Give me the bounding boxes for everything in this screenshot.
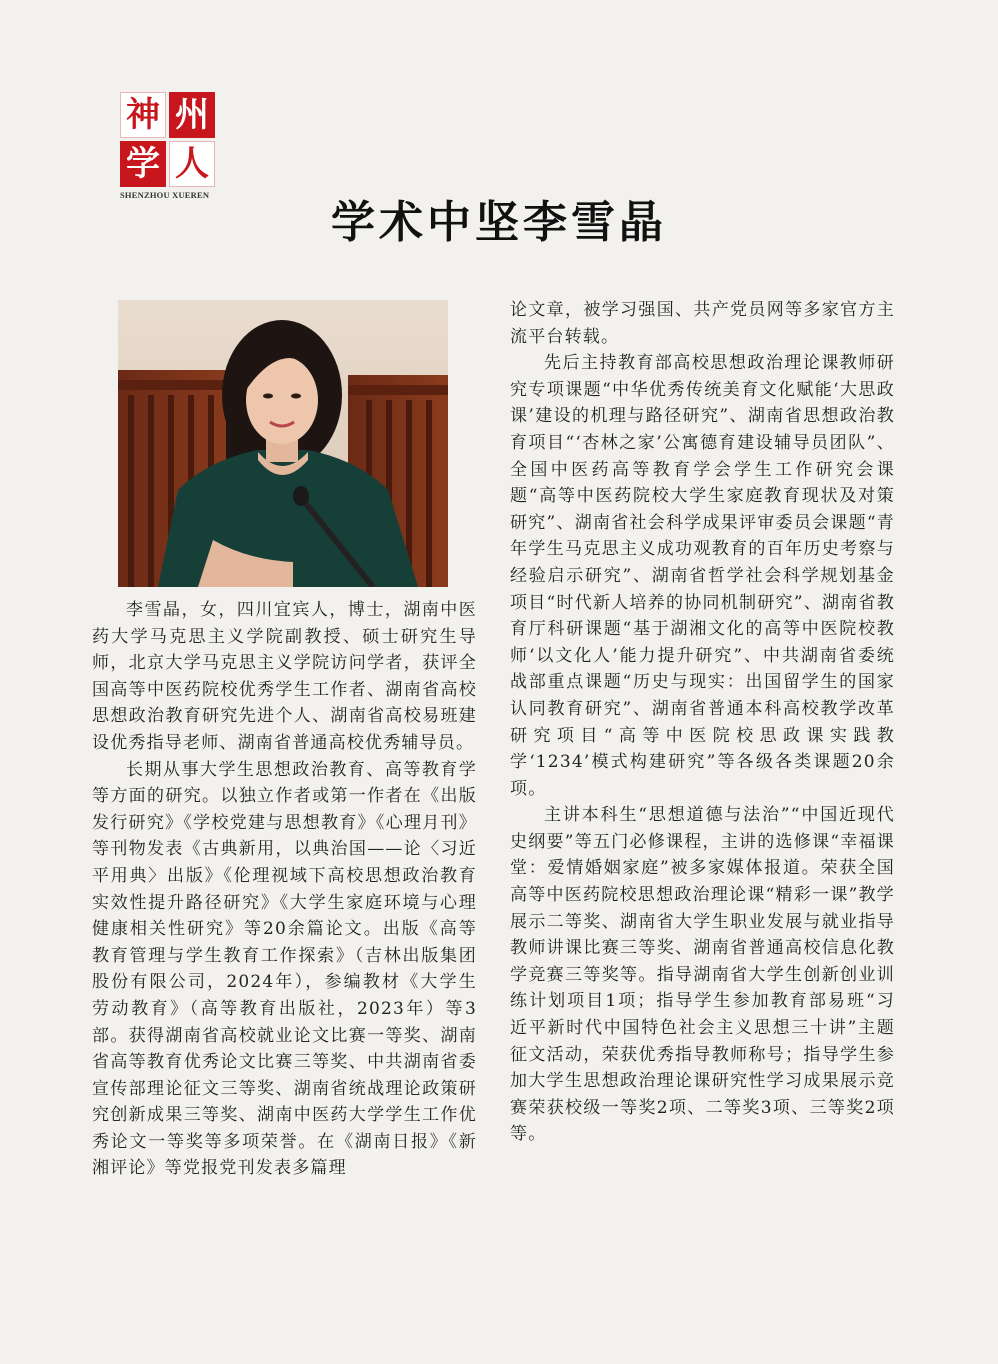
logo-char-ren: 人 [169, 141, 215, 187]
logo-char-xue: 学 [120, 141, 166, 187]
paragraph-teaching: 主讲本科生“思想道德与法治”“中国近现代史纲要”等五门必修课程，主讲的选修课“幸福课堂：爱情婚姻家庭”被多家媒体报道。荣获全国高等中医药院校思想政治理论课“精彩一课”教学展示二等奖、湖南省大学生职业发展与就业指导教师讲课比赛三等奖、湖南省普通高校信息化教学竞赛三等奖等。指导湖南省大学生创新创业训练计划项目1项；指导学生参加教育部易班“习近平新时代中国特色社会主义思想三十讲”主题征文活动，荣获优秀指导教师称号；指导学生参加大学生思想政治理论课研究性学习成果展示竞赛荣获校级一等奖2项、二等奖3项、三等奖2项等。 [510, 805, 895, 1145]
article-body-left-column [92, 597, 477, 1182]
portrait-photo [118, 300, 448, 587]
logo-char-shen: 神 [120, 92, 166, 138]
logo-char-zhou: 州 [169, 92, 215, 138]
paragraph-biography: 李雪晶，女，四川宜宾人，博士，湖南中医药大学马克思主义学院副教授、硕士研究生导师，北京大学马克思主义学院访问学者，获评全国高等中医药院校优秀学生工作者、湖南省高校思想政治教育研究先进个人、湖南省高校易班建设优秀指导老师、湖南省普通高校优秀辅导员。 [92, 600, 477, 753]
article-body-right-column [510, 297, 895, 1148]
article-title: 学术中坚李雪晶 [331, 197, 667, 248]
logo-subtitle: SHENZHOU XUEREN [120, 190, 210, 200]
paragraph-projects: 先后主持教育部高校思想政治理论课教师研究专项课题“中华优秀传统美育文化赋能‘大思政课’建设的机理与路径研究”、湖南省思想政治教育项目“‘杏林之家’公寓德育建设辅导员团队”、全国中医药高等教育学会学生工作研究会课题“高等中医药院校大学生家庭教育现状及对策研究”、湖南省社会科学成果评审委员会课题“青年学生马克思主义成功观教育的百年历史考察与经验启示研究”、湖南省哲学社会科学规划基金项目“时代新人培养的协同机制研究”、湖南省教育厅科研课题“基于湖湘文化的高等中医院校教师‘以文化人’能力提升研究”、中共湖南省委统战部重点课题“历史与现实：出国留学生的国家认同教育研究”、湖南省普通本科高校教学改革研究项目“高等中医院校思政课实践教学‘1234’模式构建研究”等各级各类课题20余项。 [510, 353, 895, 799]
paragraph-research-continued: 论文章，被学习强国、共产党员网等多家官方主流平台转载。 [510, 300, 895, 347]
paragraph-research: 长期从事大学生思想政治教育、高等教育学等方面的研究。以独立作者或第一作者在《出版发行研究》《学校党建与思想教育》《心理月刊》等刊物发表《古典新用，以典治国——论〈习近平用典〉出版》《伦理视域下高校思想政治教育实效性提升路径研究》《大学生家庭环境与心理健康相关性研究》等20余篇论文。出版《高等教育管理与学生教育工作探索》（吉林出版集团股份有限公司，2024年），参编教材《大学生劳动教育》（高等教育出版社，2023年）等3部。获得湖南省高校就业论文比赛一等奖、湖南省高等教育优秀论文比赛三等奖、中共湖南省委宣传部理论征文三等奖、湖南省统战理论政策研究创新成果三等奖、湖南中医药大学学生工作优秀论文一等奖等多项荣誉。在《湖南日报》《新湘评论》等党报党刊发表多篇理 [92, 759, 477, 1179]
column-logo [120, 92, 216, 200]
